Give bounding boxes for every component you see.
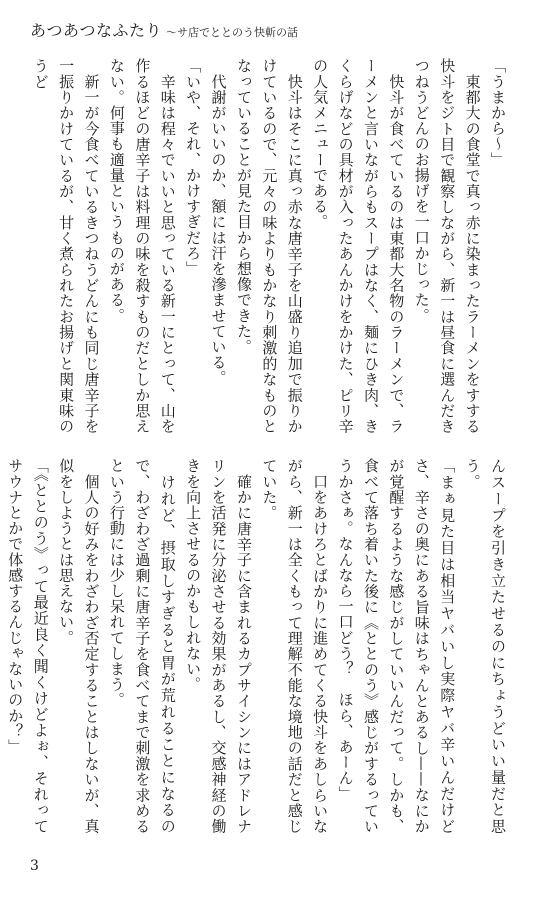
book-title: あつあつなふたり bbox=[30, 21, 163, 40]
paragraph: 快斗が食べているのは東都大名物のラーメンで、ラーメンと言いながらもスープはなく、麺にひき肉、きくらげなどの具材が入ったあんかけをかけた、ピリ辛の人気メニューである。 bbox=[311, 58, 406, 434]
text-column-lower bbox=[6, 458, 510, 834]
paragraph: 個人の好みをわざわざ否定することはしないが、真似をしようとは思えない。 bbox=[57, 458, 101, 834]
chapter-subtitle: 〜サ店でととのう快斬の話 bbox=[166, 26, 299, 39]
paragraph: 辛味は程々でいいと思っている新一にとって、山を作るほどの唐辛子は料理の味を殺すものだとしか思えない。何事も適量というものがある。 bbox=[107, 58, 177, 434]
paragraph: 東都大の食堂で真っ赤に染まったラーメンをすする快斗をジト目で観察しながら、新一は昼食に選んだきつねうどんのお揚げを一口かじった。 bbox=[412, 58, 482, 434]
paragraph: 「まぁ見た目は相当ヤバいし実際ヤバ辛いんだけどさ、辛さの奥にある旨味はちゃんとあるし——なにかが覚醒するような感じがしていいんだって。しかも、食べて落ち着いた後に《ととのう》感じがするっていうかさぁ。なんなら一口どう？ ほら、あーん」 bbox=[336, 458, 457, 834]
paragraph: 「《ととのう》って最近良く聞くけどよぉ、それってサウナとかで体感するんじゃないのか？」 bbox=[6, 458, 50, 834]
paragraph: 代謝がいいのか、額には汗を滲ませている。 bbox=[209, 58, 228, 386]
paragraph: んスープを引き立たせるのにちょうどいい量だと思う。 bbox=[463, 458, 507, 834]
paragraph: 新一が今食べているきつねうどんにも同じ唐辛子を一振りかけているが、甘く煮られたお揚げと関東味のうど bbox=[31, 58, 101, 434]
paragraph: 「うまから〜」 bbox=[489, 58, 507, 168]
running-header bbox=[30, 18, 298, 41]
page-number: 3 bbox=[30, 858, 39, 874]
paragraph: 確かに唐辛子に含まれるカプサイシンにはアドレナリンを活発に分泌させる効果があるし、交感神経の働きを向上させるのかもしれない。 bbox=[184, 458, 253, 834]
paragraph: 口をあけろとばかりに進めてくる快斗をあしらいながら、新一は全くもって理解不能な境地の話だと感じていた。 bbox=[260, 458, 330, 834]
paragraph: 快斗はそこに真っ赤な唐辛子を山盛り追加で振りかけているので、元々の味よりもかなり刺激的なものとなっていることが見た目から想像できた。 bbox=[234, 58, 304, 434]
paragraph: 「いや、それ、かけすぎだろ」 bbox=[184, 58, 203, 277]
paragraph: けれど、摂取しすぎると胃が荒れることになるので、わざわざ過剰に唐辛子を食べてまで刺激を求めるという行動には少し呆れてしまう。 bbox=[107, 458, 177, 834]
text-column-upper bbox=[30, 58, 510, 434]
